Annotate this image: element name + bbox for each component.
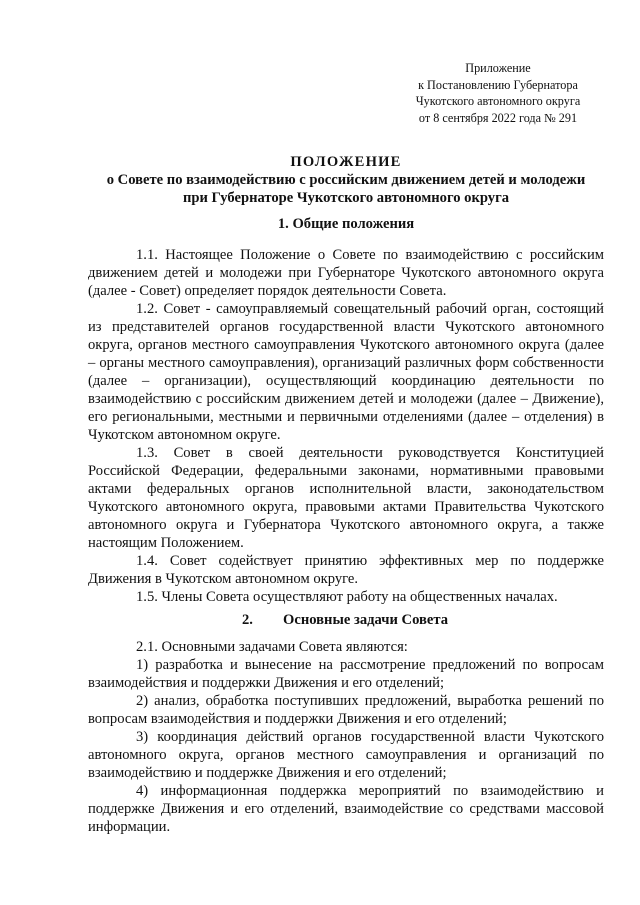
paragraph: 1.5. Члены Совета осуществляют работу на общественных началах. [136,589,558,605]
annex-block [398,60,598,126]
annex-line: Чукотского автономного округа [415,94,581,108]
document-subtitle-line: о Совете по взаимодействию с российским движением детей и молодежи [106,172,586,188]
paragraph: 1.2. Совет - самоуправляемый совещательный рабочий орган, состоящий из представителей органов государственной власти Чукотского автономного округа, органов местного самоуправления Чукотского автономного округа (далее – органы местного самоуправления), организаций различных форм собственности (далее – организации), осуществляющий координацию деятельности по взаимодействию с российским движением детей и молодежи (далее – Движение), его региональными, местными и первичными отделениями (далее – отделения) в Чукотском автономном округе. [88,301,604,443]
section-2-number: 2. [242,612,253,628]
paragraph: 4) информационная поддержка мероприятий по взаимодействию и поддержке Движения и его отделений, взаимодействие со средствами массовой информации. [88,783,604,835]
paragraph: 3) координация действий органов государственной власти Чукотского автономного округа, органов местного самоуправления и организаций по взаимодействию и поддержке Движения и его отделений; [88,729,604,781]
paragraph: 1.1. Настоящее Положение о Совете по взаимодействию с российским движением детей и молодежи при Губернаторе Чукотского автономного округа (далее - Совет) определяет порядок деятельности Совета. [88,247,604,299]
document-subtitle-line: при Губернаторе Чукотского автономного округа [182,190,510,206]
paragraph: 2.1. Основными задачами Совета являются: [136,639,408,655]
annex-line: от 8 сентября 2022 года № 291 [418,110,578,125]
annex-line: к Постановлению Губернатора [418,77,578,92]
paragraph: 1.3. Совет в своей деятельности руководствуется Конституцией Российской Федерации, федеральными законами, нормативными правовыми актами федеральных органов исполнительной власти, законодательством Чукотского автономного округа, правовыми актами Правительства Чукотского автономного округа и Губернатора Чукотского автономного округа, а также настоящим Положением. [88,445,604,551]
section-2-title: Основные задачи Совета [283,612,448,628]
document-title: ПОЛОЖЕНИЕ [290,154,402,170]
paragraph: 1.4. Совет содействует принятию эффективных мер по поддержке Движения в Чукотском автономном округе. [88,553,604,587]
section-1-body [88,246,604,606]
paragraph: 2) анализ, обработка поступивших предложений, выработка решений по вопросам взаимодействия и поддержки Движения и его отделений; [88,693,604,727]
annex-line: Приложение [465,61,531,75]
section-1-heading: 1. Общие положения [277,216,415,232]
section-2-body [88,638,604,836]
paragraph: 1) разработка и вынесение на рассмотрение предложений по вопросам взаимодействия и поддержки Движения и его отделений; [88,657,604,691]
